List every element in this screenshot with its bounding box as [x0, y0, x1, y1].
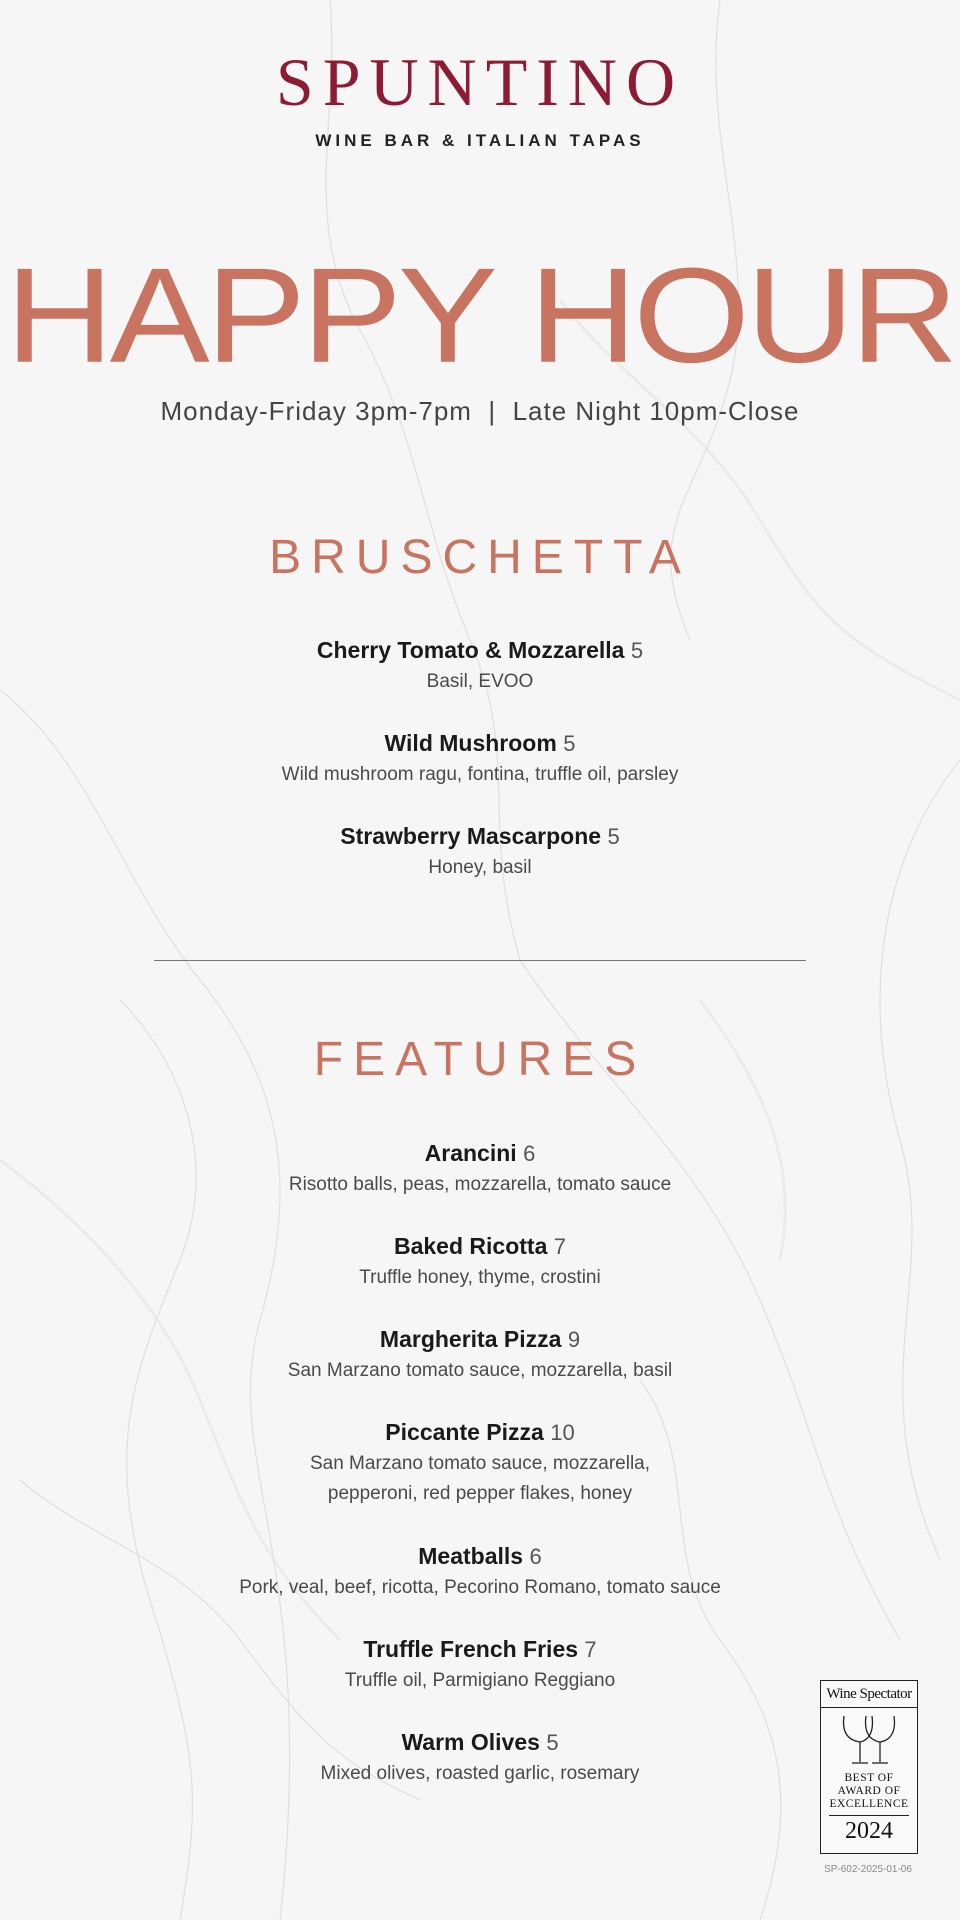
- menu-item: [0, 1230, 960, 1293]
- item-price: 10: [550, 1420, 575, 1445]
- item-name: Cherry Tomato & Mozzarella: [316, 637, 625, 663]
- menu-item: [0, 1137, 960, 1200]
- menu-item: [0, 634, 960, 697]
- item-name: Arancini: [424, 1140, 517, 1166]
- item-price: 5: [630, 638, 644, 663]
- item-description: Truffle honey, thyme, crostini: [359, 1267, 601, 1288]
- item-price: 9: [567, 1327, 581, 1352]
- menu-item: [0, 1633, 960, 1696]
- item-name: Margherita Pizza: [379, 1326, 562, 1352]
- brand-name: SPUNTINO: [275, 44, 685, 120]
- menu-item: [0, 1416, 960, 1509]
- section-title-features: FEATURES: [313, 1033, 647, 1086]
- menu-item: [0, 1726, 960, 1789]
- section-divider: [154, 960, 806, 961]
- happy-hour-title: HAPPY HOUR: [5, 239, 955, 391]
- menu-item: [0, 1540, 960, 1603]
- item-price: 5: [546, 1730, 559, 1755]
- item-description: Truffle oil, Parmigiano Reggiano: [344, 1670, 616, 1691]
- item-description: Risotto balls, peas, mozzarella, tomato sauce: [288, 1174, 672, 1195]
- item-description: Mixed olives, roasted garlic, rosemary: [320, 1763, 640, 1784]
- item-description: Pork, veal, beef, ricotta, Pecorino Romano, tomato sauce: [239, 1577, 721, 1598]
- section-title-bruschetta: BRUSCHETTA: [269, 531, 691, 584]
- badge-award-line: EXCELLENCE: [829, 1798, 909, 1810]
- item-name: Warm Olives: [401, 1729, 540, 1755]
- badge-award-line: BEST OF: [844, 1772, 894, 1784]
- document-code: SP-602-2025-01-06: [824, 1864, 912, 1875]
- item-name: Wild Mushroom: [384, 730, 557, 756]
- wine-glasses-icon: [834, 1712, 904, 1768]
- menu-item: [0, 1323, 960, 1386]
- item-description: Honey, basil: [428, 857, 532, 878]
- item-description: Basil, EVOO: [426, 671, 534, 692]
- item-name: Strawberry Mascarpone: [340, 823, 602, 849]
- item-price: 6: [529, 1544, 542, 1569]
- item-description: San Marzano tomato sauce, mozzarella, pepperoni, red pepper flakes, honey: [309, 1453, 651, 1504]
- brand-tagline: WINE BAR & ITALIAN TAPAS: [315, 131, 645, 150]
- item-price: 6: [523, 1141, 536, 1166]
- item-price: 7: [553, 1234, 566, 1259]
- item-price: 5: [607, 824, 620, 849]
- item-description: San Marzano tomato sauce, mozzarella, basil: [287, 1360, 673, 1381]
- badge-publisher: Wine Spectator: [821, 1681, 917, 1708]
- item-name: Baked Ricotta: [393, 1233, 548, 1259]
- item-name: Truffle French Fries: [363, 1636, 579, 1662]
- item-price: 5: [563, 731, 576, 756]
- badge-award-line: AWARD OF: [837, 1785, 901, 1797]
- item-name: Piccante Pizza: [385, 1419, 544, 1445]
- wine-spectator-award-badge: [820, 1680, 918, 1854]
- happy-hour-times: Monday-Friday 3pm-7pm | Late Night 10pm-Close: [160, 396, 800, 426]
- menu-item: [0, 727, 960, 790]
- item-price: 7: [584, 1637, 597, 1662]
- menu-item: [0, 820, 960, 883]
- badge-year: 2024: [829, 1815, 909, 1846]
- item-name: Meatballs: [418, 1543, 524, 1569]
- item-description: Wild mushroom ragu, fontina, truffle oil, parsley: [281, 764, 679, 785]
